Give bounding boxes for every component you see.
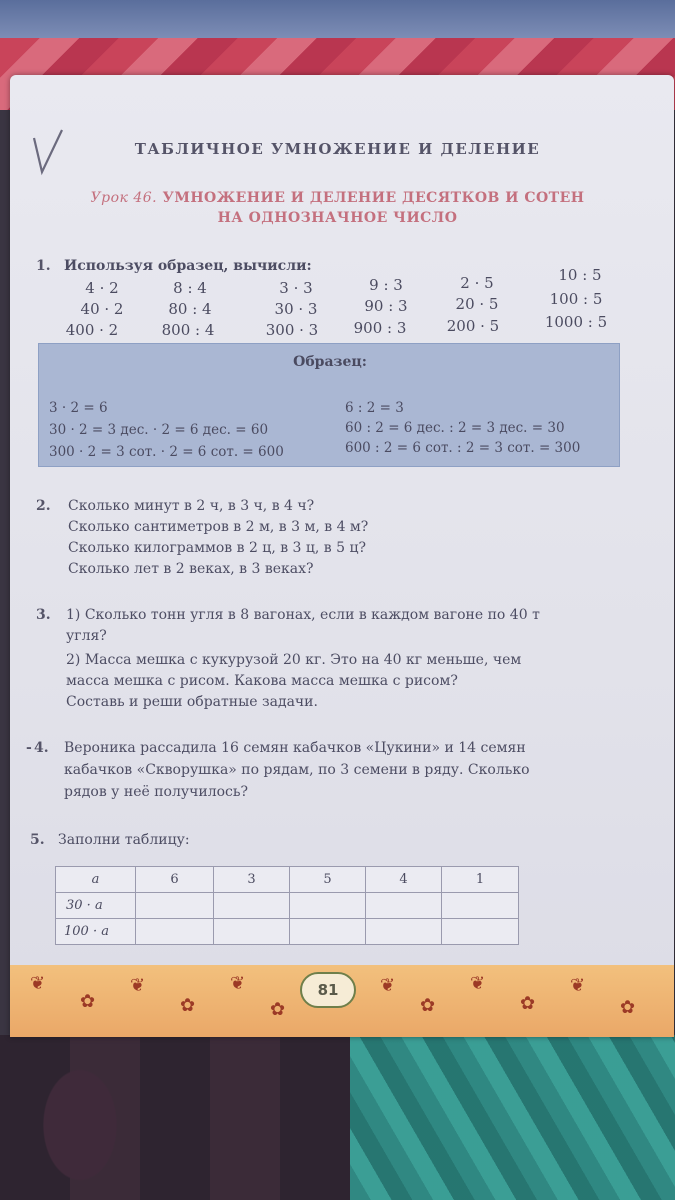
leaf-ornament-icon: ❦	[230, 973, 246, 994]
table-cell	[442, 893, 519, 919]
expression: 40 · 2	[80, 300, 124, 318]
task-3-number: 3.	[36, 607, 51, 623]
table-header-cell: 5	[290, 867, 366, 893]
sample-line: 600 : 2 = 6 сот. : 2 = 3 сот. = 300	[345, 440, 581, 456]
fill-table	[55, 866, 519, 945]
task-3-line: 1) Сколько тонн угля в 8 вагонах, если в каждом вагоне по 40 т	[66, 607, 540, 623]
task-4-line: Вероника рассадила 16 семян кабачков «Цукини» и 14 семян	[64, 740, 526, 756]
task-2-line: Сколько лет в 2 веках, в 3 веках?	[68, 561, 314, 577]
table-cell	[136, 919, 214, 945]
expression: 2 · 5	[460, 274, 494, 292]
sample-line: 30 · 2 = 3 дес. · 2 = 6 дес. = 60	[49, 422, 269, 438]
task-1-number: 1.	[36, 258, 51, 274]
expression: 80 : 4	[168, 300, 212, 318]
expression: 8 : 4	[173, 279, 207, 297]
table-row-label: 100 · a	[56, 919, 136, 945]
leaf-ornament-icon: ✿	[420, 995, 436, 1016]
expression: 4 · 2	[85, 279, 119, 297]
table-header-cell: 3	[214, 867, 290, 893]
sample-line: 6 : 2 = 3	[345, 400, 404, 416]
table-cell	[442, 919, 519, 945]
task-5-text: Заполни таблицу:	[58, 832, 190, 848]
expression: 800 : 4	[161, 321, 215, 339]
task-2-line: Сколько килограммов в 2 ц, в 3 ц, в 5 ц?	[68, 540, 367, 556]
table-header-cell: 6	[136, 867, 214, 893]
lesson-title-text: УМНОЖЕНИЕ И ДЕЛЕНИЕ ДЕСЯТКОВ И СОТЕН	[162, 190, 585, 206]
task-3-line: угля?	[66, 628, 107, 644]
expression: 90 : 3	[364, 297, 408, 315]
table-cell	[366, 893, 442, 919]
table-row	[56, 919, 519, 945]
task-2-number: 2.	[36, 498, 51, 514]
lesson-title-line2: НА ОДНОЗНАЧНОЕ ЧИСЛО	[217, 210, 458, 226]
task-2-line: Сколько минут в 2 ч, в 3 ч, в 4 ч?	[68, 498, 315, 514]
table-cell	[366, 919, 442, 945]
expression: 200 · 5	[446, 317, 500, 335]
expression: 900 : 3	[353, 319, 407, 337]
chapter-title: ТАБЛИЧНОЕ УМНОЖЕНИЕ И ДЕЛЕНИЕ	[134, 140, 541, 158]
leaf-ornament-icon: ❦	[130, 975, 146, 996]
table-header-cell: 1	[442, 867, 519, 893]
expression: 20 · 5	[455, 295, 499, 313]
leaf-ornament-icon: ✿	[180, 995, 196, 1016]
lesson-label: Урок 46.	[90, 190, 158, 206]
expression: 400 · 2	[65, 321, 119, 339]
table-header-cell: 4	[366, 867, 442, 893]
table-cell	[290, 919, 366, 945]
expression: 300 · 3	[265, 321, 319, 339]
leaf-ornament-icon: ✿	[620, 997, 636, 1018]
task-3-line: 2) Масса мешка с кукурузой 20 кг. Это на 40 кг меньше, чем	[66, 652, 522, 668]
table-cell	[290, 893, 366, 919]
expression: 100 : 5	[549, 290, 603, 308]
table-cell	[214, 893, 290, 919]
sample-line: 60 : 2 = 6 дес. : 2 = 3 дес. = 30	[345, 420, 565, 436]
task-2-line: Сколько сантиметров в 2 м, в 3 м, в 4 м?	[68, 519, 369, 535]
leaf-ornament-icon: ❦	[30, 973, 46, 994]
expression: 1000 : 5	[544, 313, 608, 331]
table-header-row	[56, 867, 519, 893]
sample-line: 300 · 2 = 3 сот. · 2 = 6 сот. = 600	[49, 444, 284, 460]
page-number: 81	[300, 972, 356, 1008]
leaf-ornament-icon: ✿	[80, 991, 96, 1012]
lesson-title-line1	[0, 190, 675, 206]
expression: 3 · 3	[279, 279, 313, 297]
leaf-ornament-icon: ❦	[470, 973, 486, 994]
expression: 30 · 3	[274, 300, 318, 318]
table-cell	[214, 919, 290, 945]
task-5-number: 5.	[30, 832, 45, 848]
table-row	[56, 893, 519, 919]
task-4-line: рядов у неё получилось?	[64, 784, 248, 800]
sample-title: Образец:	[293, 354, 367, 370]
task-3-line: масса мешка с рисом. Какова масса мешка с рисом?	[66, 673, 458, 689]
table-row-label: 30 · a	[56, 893, 136, 919]
expression: 9 : 3	[369, 276, 403, 294]
leaf-ornament-icon: ❦	[570, 975, 586, 996]
task-1-text: Используя образец, вычисли:	[64, 258, 312, 274]
leaf-ornament-icon: ❦	[380, 975, 396, 996]
table-header-cell: a	[56, 867, 136, 893]
sample-box	[38, 343, 620, 467]
task-4-line: кабачков «Скворушка» по рядам, по 3 семени в ряду. Сколько	[64, 762, 530, 778]
leaf-ornament-icon: ✿	[270, 999, 286, 1020]
table-cell	[136, 893, 214, 919]
sample-line: 3 · 2 = 6	[49, 400, 108, 416]
background-fabric-top-band	[0, 0, 675, 38]
expression: 10 : 5	[558, 266, 602, 284]
task-4-dash: -	[26, 740, 32, 756]
leaf-ornament-icon: ✿	[520, 993, 536, 1014]
task-4-number: 4.	[34, 740, 49, 756]
task-3-line: Составь и реши обратные задачи.	[66, 694, 318, 710]
background-fabric-teal	[350, 1035, 675, 1200]
